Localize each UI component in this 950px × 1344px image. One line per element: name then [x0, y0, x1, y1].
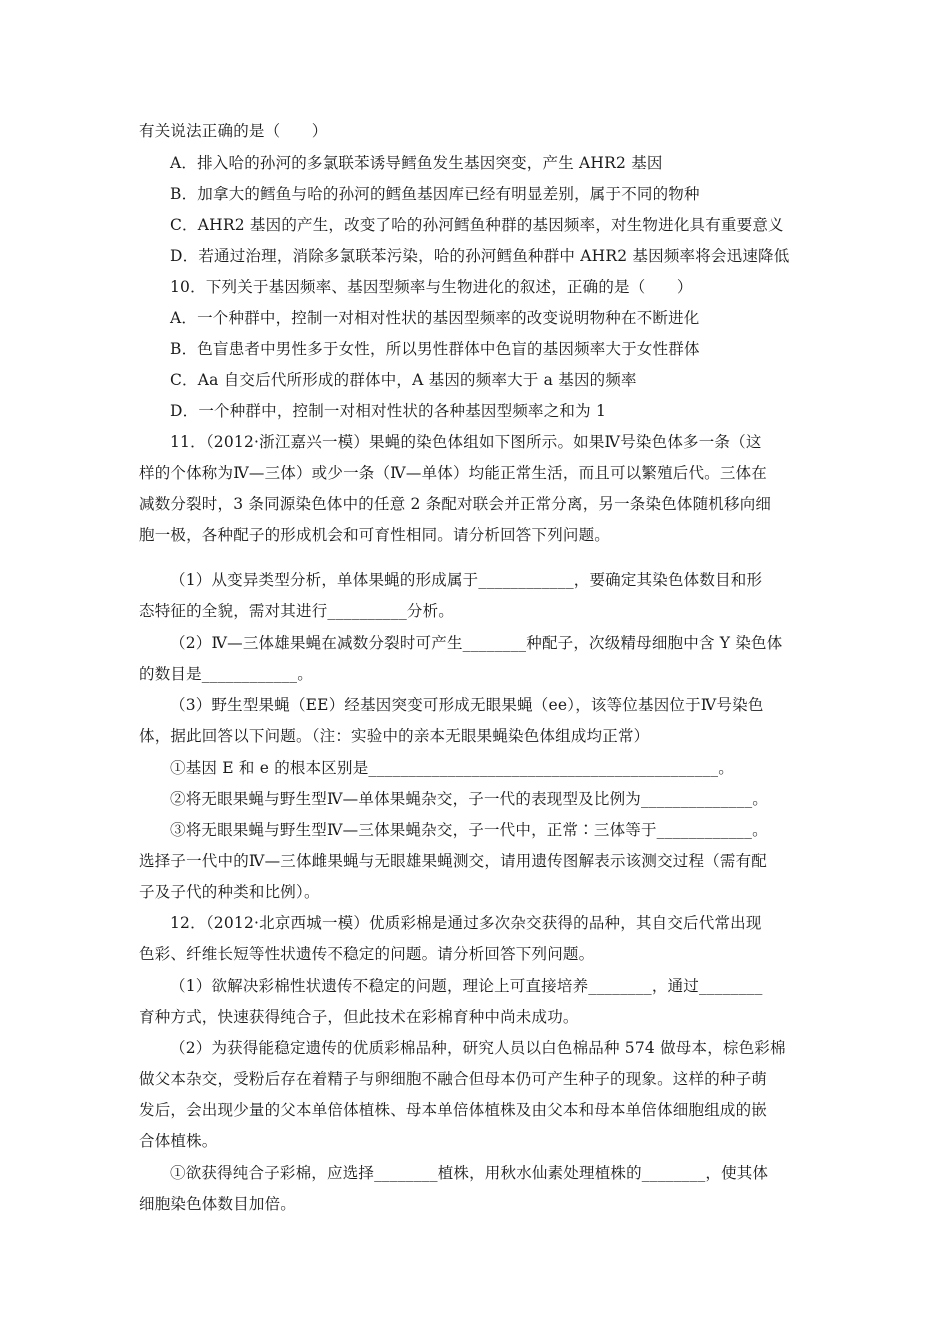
- q10-option-c: C．Aa 自交后代所形成的群体中，A 基因的频率大于 a 基因的频率: [170, 371, 637, 389]
- q9-option-b: B．加拿大的鳕鱼与哈的孙河的鳕鱼基因库已经有明显差别，属于不同的物种: [170, 185, 700, 203]
- q10-stem: 10．下列关于基因频率、基因型频率与生物进化的叙述，正确的是（ ）: [170, 278, 693, 296]
- q12-part1-line: 育种方式，快速获得纯合子，但此技术在彩棉育种中尚未成功。: [139, 1008, 579, 1026]
- q11-sub3-line: ③将无眼果蝇与野生型Ⅳ—三体果蝇杂交，子一代中，正常∶三体等于____________。: [170, 821, 768, 839]
- q12-part2-line: 发后，会出现少量的父本单倍体植株、母本单倍体植株及由父本和母本单倍体细胞组成的嵌: [139, 1101, 768, 1119]
- q12-part2-line: 做父本杂交，受粉后存在着精子与卵细胞不融合但母本仍可产生种子的现象。这样的种子萌: [139, 1070, 768, 1088]
- q9-stem-tail: 有关说法正确的是（ ）: [139, 122, 328, 140]
- q9-option-c: C．AHR2 基因的产生，改变了哈的孙河鳕鱼种群的基因频率，对生物进化具有重要意义: [170, 216, 784, 234]
- q11-part1-line: （1）从变异类型分析，单体果蝇的形成属于____________，要确定其染色体数目和形: [170, 571, 763, 589]
- q11-sub3-line: 选择子一代中的Ⅳ—三体雌果蝇与无眼雄果蝇测交，请用遗传图解表示该测交过程（需有配: [139, 852, 767, 870]
- q11-sub3-line: 子及子代的种类和比例）。: [139, 883, 320, 901]
- q10-option-b: B．色盲患者中男性多于女性，所以男性群体中色盲的基因频率大于女性群体: [170, 340, 700, 358]
- q12-part2-line: （2）为获得能稳定遗传的优质彩棉品种，研究人员以白色棉品种 574 做母本，棕色彩棉: [170, 1039, 786, 1057]
- q11-part2-line: （2）Ⅳ—三体雄果蝇在减数分裂时可产生________种配子，次级精母细胞中含 Y 染色体: [170, 634, 783, 652]
- q12-stem-line: 12．（2012·北京西城一模）优质彩棉是通过多次杂交获得的品种，其自交后代常出现: [170, 914, 762, 932]
- q12-sub1-line: ①欲获得纯合子彩棉，应选择________植株，用秋水仙素处理植株的________，使其体: [170, 1164, 769, 1182]
- q10-option-a: A．一个种群中，控制一对相对性状的基因型频率的改变说明物种在不断进化: [170, 309, 700, 327]
- q11-sub2: ②将无眼果蝇与野生型Ⅳ—单体果蝇杂交，子一代的表现型及比例为______________。: [170, 790, 768, 808]
- q12-part1-line: （1）欲解决彩棉性状遗传不稳定的问题，理论上可直接培养________，通过________: [170, 977, 763, 995]
- q12-part2-line: 合体植株。: [139, 1132, 218, 1150]
- q12-stem-line: 色彩、纤维长短等性状遗传不稳定的问题。请分析回答下列问题。: [139, 945, 595, 963]
- q11-stem-line: 减数分裂时，3 条同源染色体中的任意 2 条配对联会并正常分离，另一条染色体随机移向细: [139, 495, 772, 513]
- q9-option-d: D．若通过治理，消除多氯联苯污染，哈的孙河鳕鱼种群中 AHR2 基因频率将会迅速降低: [170, 247, 790, 265]
- q11-stem-line: 11．（2012·浙江嘉兴一模）果蝇的染色体组如下图所示。如果Ⅳ号染色体多一条（这: [170, 433, 762, 451]
- q11-part3-line: （3）野生型果蝇（EE）经基因突变可形成无眼果蝇（ee），该等位基因位于Ⅳ号染色: [170, 696, 764, 714]
- q11-part3-line: 体，据此回答以下问题。（注：实验中的亲本无眼果蝇染色体组成均正常）: [139, 727, 650, 745]
- q10-option-d: D．一个种群中，控制一对相对性状的各种基因型频率之和为 1: [170, 402, 607, 420]
- q11-sub1: ①基因 E 和 e 的根本区别是____________________________________________。: [170, 759, 734, 777]
- q11-stem-line: 样的个体称为Ⅳ—三体）或少一条（Ⅳ—单体）均能正常生活，而且可以繁殖后代。三体在: [139, 464, 767, 482]
- q11-part1-line: 态特征的全貌，需对其进行__________分析。: [139, 602, 455, 620]
- q11-stem-line: 胞一极，各种配子的形成机会和可育性相同。请分析回答下列问题。: [139, 526, 611, 544]
- q9-option-a: A．排入哈的孙河的多氯联苯诱导鳕鱼发生基因突变，产生 AHR2 基因: [170, 154, 663, 172]
- q12-sub1-line: 细胞染色体数目加倍。: [139, 1195, 297, 1213]
- q11-part2-line: 的数目是____________。: [139, 665, 313, 683]
